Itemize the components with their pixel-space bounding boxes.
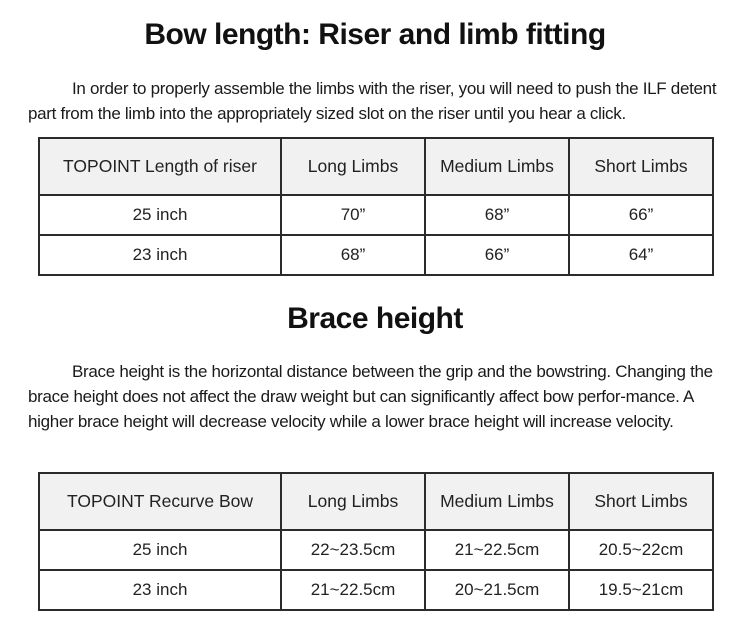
table-row: [39, 235, 713, 275]
bow-length-paragraph: [28, 76, 728, 126]
brace-height-table: [38, 472, 714, 611]
table-header-row: [39, 473, 713, 530]
header-short-limbs: Short Limbs: [569, 138, 713, 195]
table-cell: 70”: [281, 195, 425, 235]
table-cell: 23 inch: [39, 570, 281, 610]
table-cell: 25 inch: [39, 195, 281, 235]
table-header-row: [39, 138, 713, 195]
header-short-limbs: Short Limbs: [569, 473, 713, 530]
table-row: [39, 570, 713, 610]
header-long-limbs: Long Limbs: [281, 473, 425, 530]
header-recurve-bow: TOPOINT Recurve Bow: [39, 473, 281, 530]
table-cell: 66”: [425, 235, 569, 275]
table-cell: 21~22.5cm: [281, 570, 425, 610]
table-cell: 64”: [569, 235, 713, 275]
header-long-limbs: Long Limbs: [281, 138, 425, 195]
table-cell: 68”: [425, 195, 569, 235]
brace-height-paragraph-text: Brace height is the horizontal distance between the grip and the bowstring. Changing the brace height does not affect the draw weight but can significantly affect bow perfor-mance. A higher brace height will decrease velocity while a lower brace height will increase velocity.: [28, 362, 713, 431]
header-medium-limbs: Medium Limbs: [425, 473, 569, 530]
table-cell: 68”: [281, 235, 425, 275]
brace-height-title: Brace height: [287, 302, 463, 335]
table-cell: 20.5~22cm: [569, 530, 713, 570]
table-cell: 21~22.5cm: [425, 530, 569, 570]
table-row: [39, 530, 713, 570]
brace-height-paragraph: [28, 359, 728, 434]
riser-limb-table: [38, 137, 714, 276]
table-cell: 22~23.5cm: [281, 530, 425, 570]
table-cell: 19.5~21cm: [569, 570, 713, 610]
table-row: [39, 195, 713, 235]
header-medium-limbs: Medium Limbs: [425, 138, 569, 195]
bow-length-paragraph-text: In order to properly assemble the limbs with the riser, you will need to push the ILF detent part from the limb into the appropriately sized slot on the riser until you hear a click.: [28, 79, 717, 123]
table-cell: 20~21.5cm: [425, 570, 569, 610]
header-riser-length: TOPOINT Length of riser: [39, 138, 281, 195]
table-cell: 66”: [569, 195, 713, 235]
table-cell: 23 inch: [39, 235, 281, 275]
table-cell: 25 inch: [39, 530, 281, 570]
bow-length-title: Bow length: Riser and limb fitting: [144, 18, 606, 51]
